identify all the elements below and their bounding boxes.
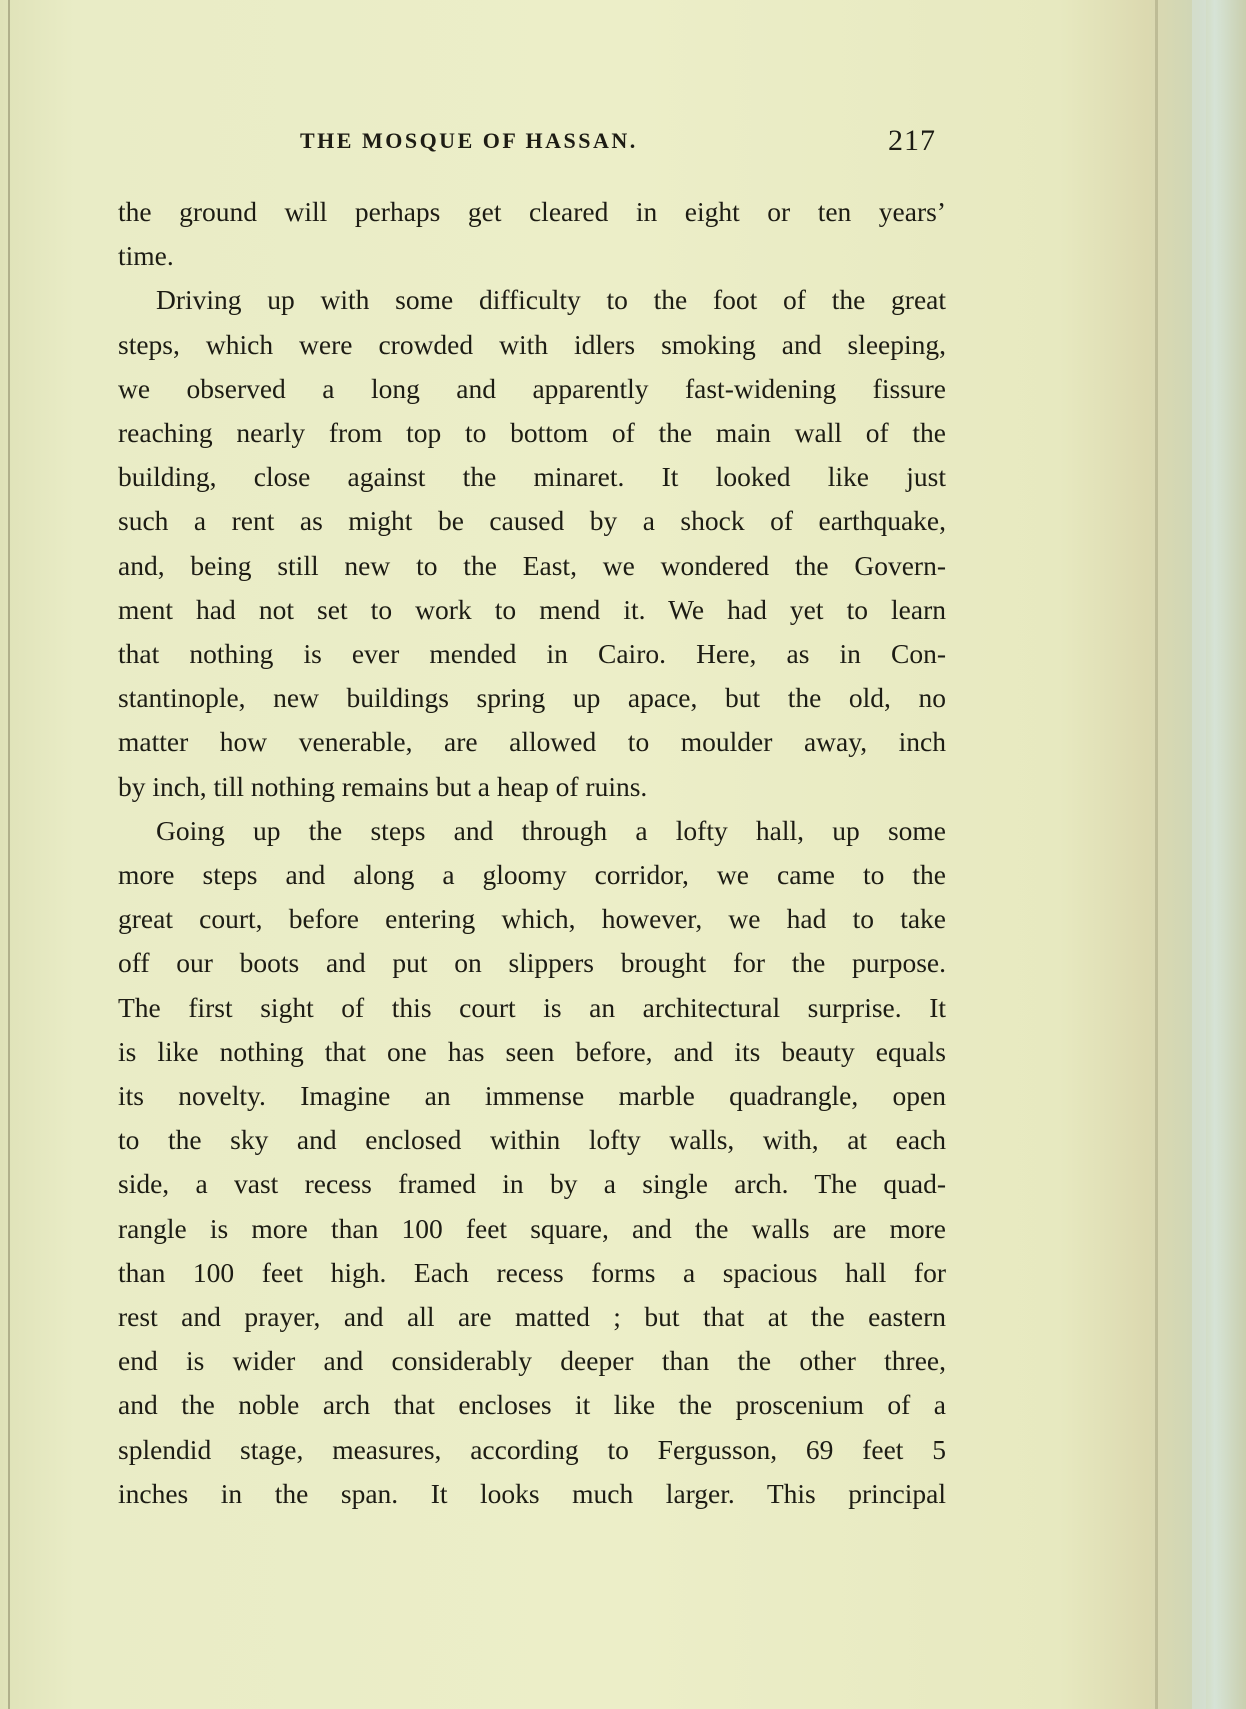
text-line: matter how venerable, are allowed to moulder away, inch [118, 726, 946, 758]
text-line: rangle is more than 100 feet square, and the walls are more [118, 1212, 946, 1244]
text-line: by inch, till nothing remains but a heap of ruins. [118, 770, 648, 802]
text-line: Driving up with some difficulty to the foot of the great [156, 284, 946, 316]
text-line: ment had not set to work to mend it. We had yet to learn [118, 593, 946, 625]
page-number: 217 [888, 124, 936, 157]
text-line: such a rent as might be caused by a shock of earthquake, [118, 505, 946, 537]
text-line: end is wider and considerably deeper than the other three, [118, 1345, 946, 1377]
text-line: stantinople, new buildings spring up apace, but the old, no [118, 682, 946, 714]
text-line: building, close against the minaret. It looked like just [118, 461, 946, 493]
running-title: THE MOSQUE OF HASSAN. [300, 128, 638, 153]
text-line: side, a vast recess framed in by a single arch. The quad- [118, 1168, 946, 1200]
page-edge-highlight [1192, 0, 1206, 1709]
text-line: steps, which were crowded with idlers smoking and sleeping, [118, 328, 946, 360]
text-line: its novelty. Imagine an immense marble quadrangle, open [118, 1080, 946, 1111]
text-line: is like nothing that one has seen before, and its beauty equals [118, 1035, 946, 1067]
text-line: off our boots and put on slippers brought for the purpose. [118, 947, 946, 979]
text-line: than 100 feet high. Each recess forms a spacious hall for [118, 1256, 946, 1288]
page-spine-edge [8, 0, 10, 1709]
text-line: rest and prayer, and all are matted ; but that at the eastern [118, 1301, 946, 1332]
text-line: time. [118, 240, 174, 272]
text-line: and the noble arch that encloses it like the proscenium of a [118, 1389, 946, 1421]
text-line: The first sight of this court is an architectural surprise. It [118, 991, 946, 1023]
text-line: we observed a long and apparently fast-widening fissure [118, 372, 946, 404]
text-line: and, being still new to the East, we wondered the Govern- [118, 549, 946, 581]
text-line: that nothing is ever mended in Cairo. Here, as in Con- [118, 638, 946, 669]
text-line: the ground will perhaps get cleared in eight or ten years’ [118, 196, 946, 227]
text-line: more steps and along a gloomy corridor, we came to the [118, 859, 946, 890]
page-edge-shadow [1155, 0, 1158, 1709]
text-line: reaching nearly from top to bottom of the main wall of the [118, 417, 946, 448]
text-line: to the sky and enclosed within lofty walls, with, at each [118, 1124, 946, 1156]
text-line: splendid stage, measures, according to Fergusson, 69 feet 5 [118, 1433, 946, 1465]
text-line: inches in the span. It looks much larger. This principal [118, 1477, 946, 1509]
text-line: Going up the steps and through a lofty hall, up some [156, 814, 946, 846]
text-line: great court, before entering which, however, we had to take [118, 903, 946, 935]
